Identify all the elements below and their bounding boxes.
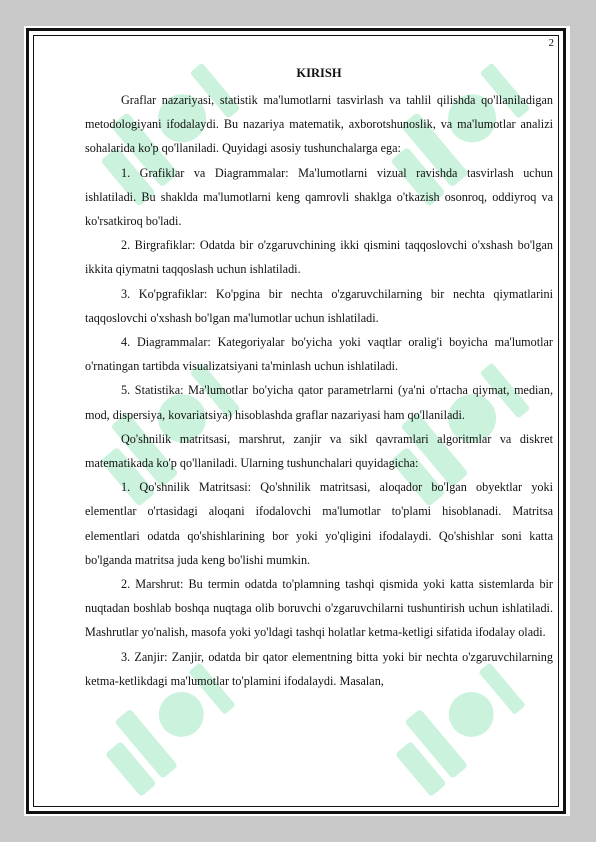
paragraph-item-marshrut: 2. Marshrut: Bu termin odatda to'plamning tashqi qismida yoki katta sistemlarda bir nuqtadan boshlab boshqa nuqtaga olib boruvchi o'zgaruvchilarni tushuntirish uchun ishlatiladi. Mashrutlar yo'nalish, masofa yoki yo'ldagi tashqi holatlar ketma-ketligi sifatida ifodalay oladi.: [85, 577, 553, 640]
section-title: KIRISH: [296, 66, 342, 80]
document-body: [85, 60, 553, 693]
paragraph-item-grafiklar: 1. Grafiklar va Diagrammalar: Ma'lumotlarni vizual ravishda tasvirlash uchun ishlatiladi. Bu shaklda ma'lumotlarni keng qamrovli shaklga o'tkazish osonroq, oddiyroq va ko'rsatkiroq bo'ladi.: [85, 165, 553, 229]
paragraph-intro: Graflar nazariyasi, statistik ma'lumotlarni tasvirlash va tahlil qilishda qo'llaniladigan metodologiyani ifodalaydi. Bu nazariya matematik, axborotshunoslik, va ma'lumotlar analizi sohalarida ko'p qo'llaniladi. Quyidagi asosiy tushunchalarga ega:: [85, 93, 553, 156]
paragraph-item-kopgrafiklar: 3. Ko'pgrafiklar: Ko'pgina bir nechta o'zgaruvchilarning bir nechta qiymatlarini taqqoslovchi o'xshash bo'lgan ma'lumotlar uchun ishlatiladi.: [85, 286, 553, 325]
paragraph-item-matritsa: 1. Qo'shnilik Matritsasi: Qo'shnilik matritsasi, aloqador bo'lgan obyektlar yoki elementlar o'rtasidagi aloqani ifodalovchi ma'lumotlar to'plami hisoblanadi. Matritsa elementlari odatda qo'shishlarining bor yoki yo'qligini ifodalaydi. Qo'shishlar soni katta bo'lganda matritsa juda keng bo'lishi mumkin.: [85, 480, 553, 567]
paragraph-matrix-intro: Qo'shnilik matritsasi, marshrut, zanjir va sikl qavramlari algoritmlar va diskret matematikada ko'p qo'llaniladi. Ularning tushunchalari quyidagicha:: [85, 431, 553, 471]
paragraph-item-birgrafiklar: 2. Birgrafiklar: Odatda bir o'zgaruvchining ikki qismini taqqoslovchi o'xshash bo'lgan ikkita qiymatni taqqoslash uchun ishlatiladi.: [85, 238, 553, 277]
paragraph-item-statistika: 5. Statistika: Ma'lumotlar bo'yicha qator parametrlarni (ya'ni o'rtacha qiymat, median, mod, dispersiya, kovariatsiya) hisoblashda graflar nazariyasi ham qo'llaniladi.: [85, 383, 553, 422]
paragraph-item-zanjir: 3. Zanjir: Zanjir, odatda bir qator elementning bitta yoki bir nechta o'zgaruvchilarning ketma-ketlikdagi ma'lumotlar to'plamini ifodalaydi. Masalan,: [85, 649, 553, 688]
page-number: 2: [548, 37, 554, 49]
paragraph-item-diagrammalar: 4. Diagrammalar: Kategoriyalar bo'yicha yoki vaqtlar oralig'i boyicha ma'lumotlar o'rnatingan tartibda visualizatsiyani ta'minlash uchun ishlatiladi.: [85, 335, 553, 374]
